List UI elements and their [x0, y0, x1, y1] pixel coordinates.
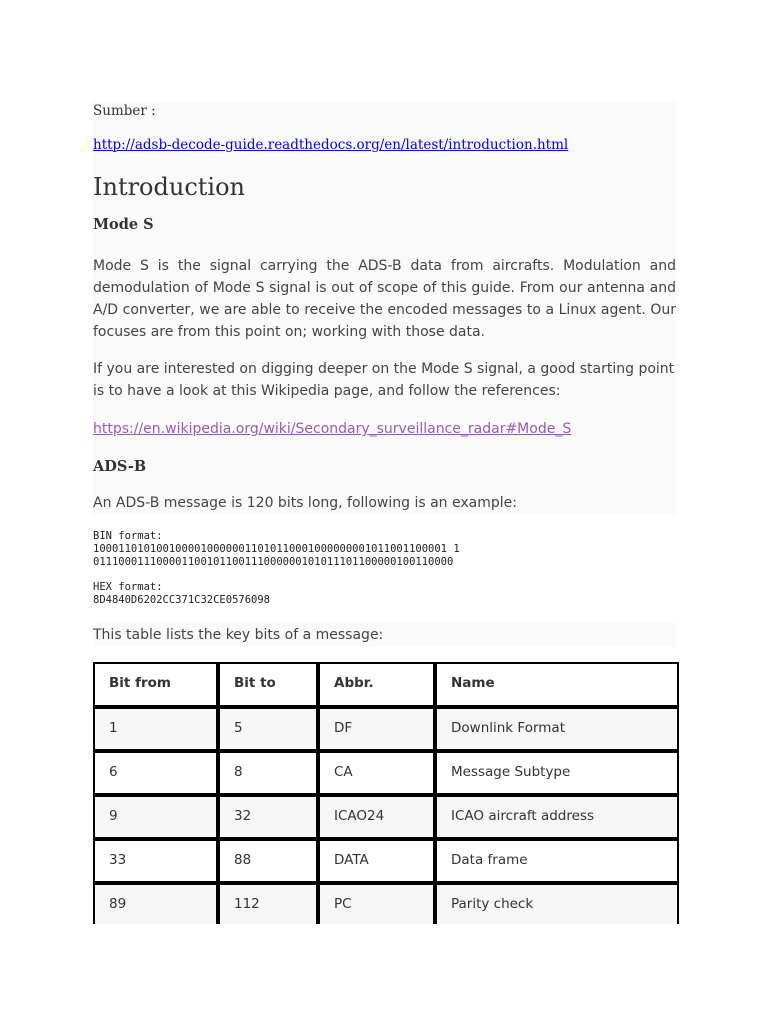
cell-bit-to: 112 — [218, 883, 318, 924]
table-row — [93, 883, 679, 924]
source-link[interactable]: http://adsb-decode-guide.readthedocs.org/en/latest/introduction.html — [93, 137, 569, 153]
cell-abbr: DF — [318, 707, 435, 751]
cell-bit-from: 89 — [93, 883, 218, 924]
hex-format-label: HEX format: — [93, 581, 163, 593]
cell-bit-to: 88 — [218, 839, 318, 883]
hex-format-value: 8D4840D6202CC371C32CE0576098 — [93, 594, 271, 606]
bin-format-line-1: 10001101010010000100000011010110001000000001011001100001 1 — [93, 543, 460, 555]
cell-name: Message Subtype — [435, 751, 679, 795]
page-title: Introduction — [93, 173, 245, 201]
section-heading-adsb: ADS-B — [93, 458, 147, 475]
wiki-link-line — [93, 411, 676, 453]
bits-table-container — [93, 662, 679, 924]
section-heading-mode-s: Mode S — [93, 216, 154, 233]
cell-bit-to: 8 — [218, 751, 318, 795]
cell-abbr: DATA — [318, 839, 435, 883]
wikipedia-link[interactable]: https://en.wikipedia.org/wiki/Secondary_surveillance_radar#Mode_S — [93, 421, 572, 437]
table-row — [93, 751, 679, 795]
header-bit-from: Bit from — [93, 662, 218, 707]
cell-abbr: CA — [318, 751, 435, 795]
message-bits-table — [93, 662, 679, 924]
table-intro-text: This table lists the key bits of a message: — [93, 627, 384, 643]
cell-abbr: PC — [318, 883, 435, 924]
cell-name: Parity check — [435, 883, 679, 924]
bin-format-block — [93, 530, 676, 569]
cell-bit-from: 1 — [93, 707, 218, 751]
mode-s-paragraph-1: Mode S is the signal carrying the ADS-B data from aircrafts. Modulation and demodulation of Mode S signal is out of scope of this guide. From our antenna and A/D converter, we are able to receive the encoded messages to a Linux agent. Our focuses are from this point on; working with those data. — [93, 258, 676, 340]
cell-abbr: ICAO24 — [318, 795, 435, 839]
hex-format-block — [93, 581, 676, 607]
header-abbr: Abbr. — [318, 662, 435, 707]
cell-name: ICAO aircraft address — [435, 795, 679, 839]
table-row — [93, 839, 679, 883]
cell-bit-to: 32 — [218, 795, 318, 839]
table-header-row — [93, 662, 679, 707]
bin-format-label: BIN format: — [93, 530, 163, 542]
cell-bit-from: 9 — [93, 795, 218, 839]
mode-s-paragraph-2: If you are interested on digging deeper on the Mode S signal, a good starting point is to have a look at this Wikipedia page, and follow the references: — [93, 361, 675, 399]
adsb-intro-text: An ADS-B message is 120 bits long, following is an example: — [93, 495, 517, 511]
cell-name: Data frame — [435, 839, 679, 883]
header-name: Name — [435, 662, 679, 707]
cell-bit-from: 33 — [93, 839, 218, 883]
cell-bit-to: 5 — [218, 707, 318, 751]
source-label: Sumber : — [93, 103, 156, 119]
bin-format-line-2: 011100011100001100101100111000000101011101100000100110000 — [93, 556, 454, 568]
cell-bit-from: 6 — [93, 751, 218, 795]
header-bit-to: Bit to — [218, 662, 318, 707]
source-link-line — [93, 127, 676, 165]
table-row — [93, 707, 679, 751]
cell-name: Downlink Format — [435, 707, 679, 751]
table-row — [93, 795, 679, 839]
